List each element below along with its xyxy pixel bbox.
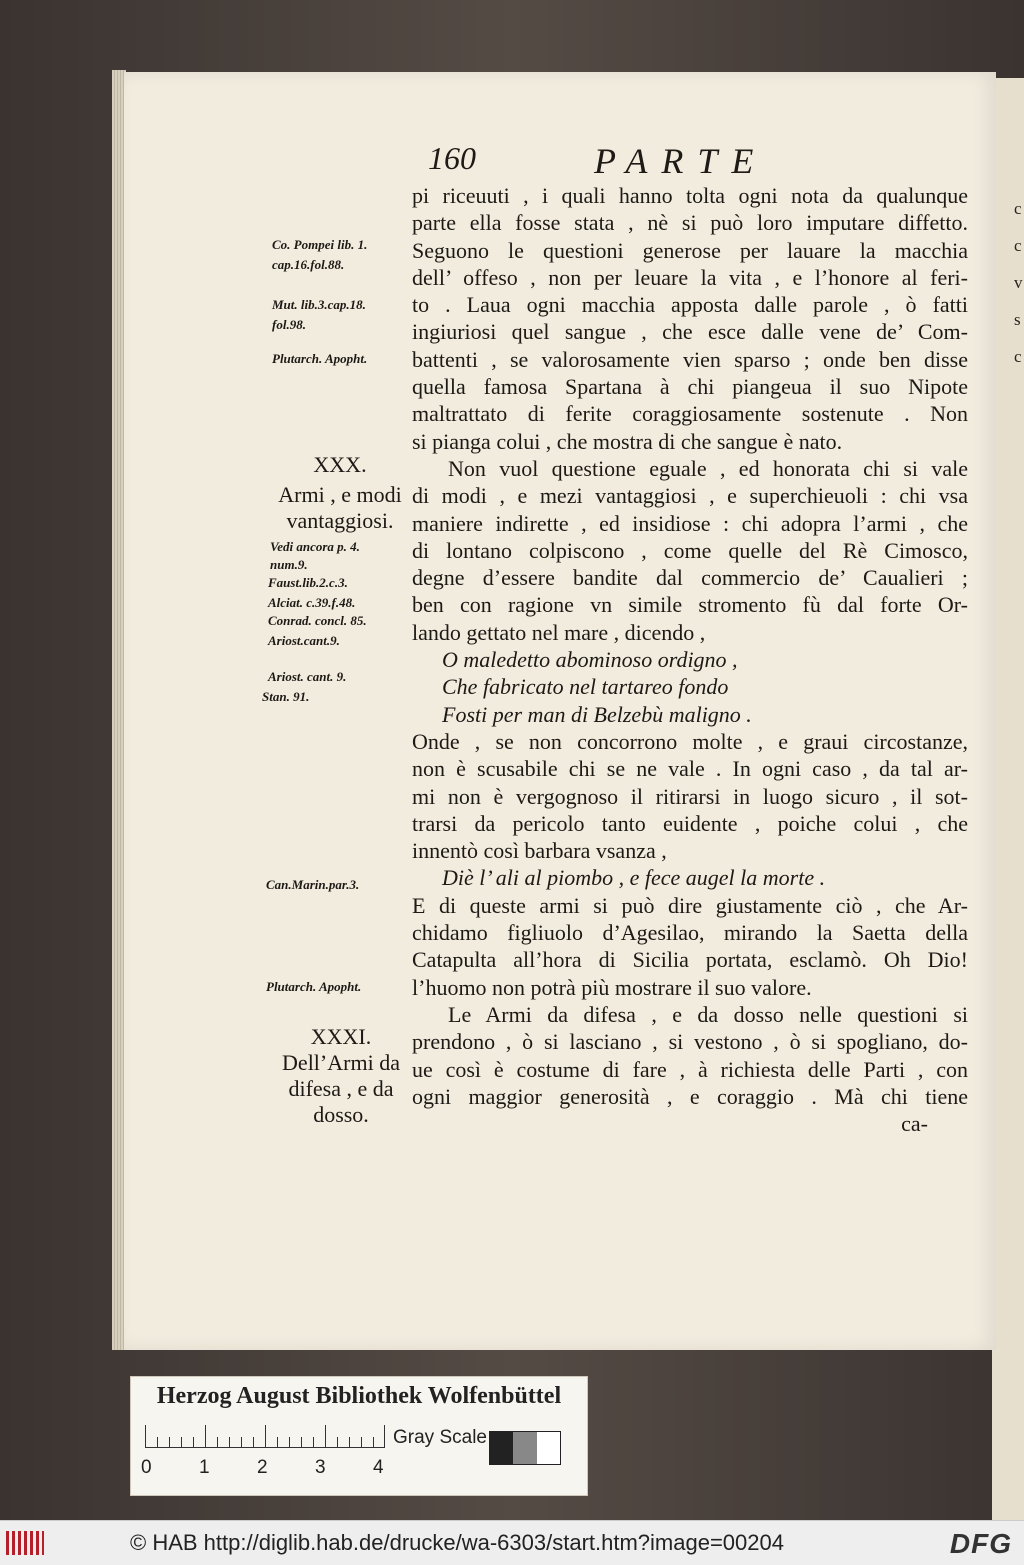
ruler-number: 1 <box>199 1457 210 1478</box>
margin-note: Vedi ancora p. 4. <box>270 539 360 554</box>
margin-note: Stan. 91. <box>262 689 310 704</box>
text-line: Seguono le questioni generose per lauare la macchia <box>412 237 968 263</box>
margin-note: Alciat. c.39.f.48. <box>268 595 356 610</box>
text-line: parte ella fosse stata , nè si può loro imputare diffetto. <box>412 210 968 236</box>
swatch-mid <box>513 1432 536 1464</box>
ruler-tick <box>145 1425 146 1447</box>
text-line: chidamo figliuolo d’Agesilao, mirando la Saetta della <box>412 920 968 946</box>
ruler-tick <box>301 1437 302 1447</box>
text-line: non è scusabile chi se ne vale . In ogni caso , da tal ar- <box>412 756 968 782</box>
body-text <box>412 182 968 1137</box>
catchword: ca- <box>901 1111 928 1137</box>
text-line: Non vuol questione eguale , ed honorata chi si vale <box>448 455 968 481</box>
text-line: l’huomo non potrà più mostrare il suo valore. <box>412 974 812 1000</box>
text-line: mi non è vergognoso il ritirarsi in luogo sicuro , il sot- <box>412 783 968 809</box>
text-line: maltrattato di ferite coraggiosamente sostenute . Non <box>412 401 968 427</box>
ruler-number: 0 <box>141 1457 152 1478</box>
hab-logo-icon <box>6 1531 44 1555</box>
section-heading: Armi , e modi <box>278 482 402 507</box>
ruler-tick <box>169 1437 170 1447</box>
margin-note: cap.16.fol.88. <box>272 257 345 272</box>
margin-note: Conrad. concl. 85. <box>268 613 367 628</box>
ruler-tick <box>241 1437 242 1447</box>
text-line: Le Armi da difesa , e da dosso nelle questioni si <box>448 1001 968 1027</box>
section-heading: dosso. <box>313 1102 369 1127</box>
ruler-number: 3 <box>315 1457 326 1478</box>
dfg-logo: DFG <box>949 1528 1012 1559</box>
text-line: di lontano colpiscono , come quelle del Rè Cimosco, <box>412 537 968 563</box>
ruler-tick <box>265 1425 266 1447</box>
margin-note: Co. Pompei lib. 1. <box>272 237 368 252</box>
text-line: quella famosa Spartana à chi piangeua il suo Nipote <box>412 374 968 400</box>
text-line: innentò così barbara vsanza , <box>412 838 667 864</box>
verse-line: Fosti per man di Belzebù maligno . <box>442 701 752 727</box>
margin-note: Plutarch. Apopht. <box>272 351 368 366</box>
ruler-tick <box>277 1437 278 1447</box>
verse-line: Diè l’ ali al piombo , e fece augel la morte . <box>442 865 826 891</box>
verse-line: Che fabricato nel tartareo fondo <box>442 674 729 700</box>
text-line: maniere indirette , ed insidiose : chi adopra l’armi , che <box>412 510 968 536</box>
ruler-number: 4 <box>373 1457 384 1478</box>
text-line: prendono , ò si lasciano , si vestono , ò si spogliano, do- <box>412 1029 968 1055</box>
ruler-tick <box>205 1425 206 1447</box>
ruler-tick <box>229 1437 230 1447</box>
section-heading: Dell’Armi da <box>282 1050 400 1075</box>
section-heading-number: XXX. <box>313 452 367 477</box>
ruler-tick <box>313 1437 314 1447</box>
margin-note: num.9. <box>270 557 308 572</box>
text-line: ue così è costume di fare , à richiesta delle Parti , con <box>412 1056 968 1082</box>
text-line: dell’ offeso , non per leuare la vita , e l’honore al feri- <box>412 264 968 290</box>
section-heading: vantaggiosi. <box>286 508 394 533</box>
text-line: trarsi da pericolo tanto euidente , poiche colui , che <box>412 810 968 836</box>
gray-scale-label: Gray Scale <box>393 1427 487 1448</box>
section-heading-number: XXXI. <box>310 1024 372 1049</box>
margin-note: Ariost. cant. 9. <box>268 669 347 684</box>
text-line: di modi , e mezi vantaggiosi , e superchieuoli : chi vsa <box>412 483 968 509</box>
text-line: Onde , se non concorrono molte , e graui circostanze, <box>412 728 968 754</box>
margin-note: Can.Marin.par.3. <box>266 877 360 892</box>
margin-note: Faust.lib.2.c.3. <box>268 575 348 590</box>
margin-note: fol.98. <box>272 317 306 332</box>
text-line: pi riceuuti , i quali hanno tolta ogni nota da qualunque <box>412 183 968 208</box>
ruler-tick <box>384 1425 385 1447</box>
text-line: degne d’essere bandite dal commercio de’ Caualieri ; <box>412 565 968 591</box>
verse-line: O maledetto abominoso ordigno , <box>442 647 738 673</box>
ruler-number: 2 <box>257 1457 268 1478</box>
text-line: ogni maggior generosità , e coraggio . Mà chi tiene <box>412 1083 968 1109</box>
footer-url[interactable]: © HAB http://diglib.hab.de/drucke/wa-6303/start.htm?image=00204 <box>130 1530 784 1555</box>
text-line: E di queste armi si può dire giustamente ciò , che Ar- <box>412 892 968 918</box>
margin-note: Mut. lib.3.cap.18. <box>272 297 366 312</box>
ruler-tick <box>181 1437 182 1447</box>
section-heading: difesa , e da <box>288 1076 394 1101</box>
ruler-tick <box>337 1437 338 1447</box>
ruler-tick <box>157 1437 158 1447</box>
ruler-tick <box>325 1425 326 1447</box>
swatch-light <box>537 1432 560 1464</box>
ruler-tick <box>193 1437 194 1447</box>
text-line: si pianga colui , che mostra di che sangue è nato. <box>412 428 843 454</box>
viewer-footer <box>0 1520 1024 1565</box>
ruler-scale <box>145 1419 385 1448</box>
library-scale-card <box>130 1376 588 1496</box>
ruler-tick <box>217 1437 218 1447</box>
text-line: lando gettato nel mare , dicendo , <box>412 619 706 645</box>
ruler-tick <box>361 1437 362 1447</box>
ruler-tick <box>373 1437 374 1447</box>
text-line: ben con ragione vn simile stromento fù dal forte Or- <box>412 592 968 618</box>
ruler-tick <box>253 1437 254 1447</box>
page-number: 160 <box>428 140 476 176</box>
margin-note: Plutarch. Apopht. <box>266 979 362 994</box>
page-header <box>428 140 968 180</box>
text-line: battenti , se valorosamente vien sparso ; onde ben disse <box>412 346 968 372</box>
ruler-tick <box>349 1437 350 1447</box>
running-title: PARTE <box>594 141 768 181</box>
facing-page-fragment: c c v s c <box>1014 199 1023 366</box>
margin-note: Ariost.cant.9. <box>268 633 340 648</box>
text-line: Catapulta all’hora di Sicilia portata, esclamò. Oh Dio! <box>412 947 968 973</box>
text-line: ingiuriosi quel sangue , che esce dalle vene de’ Com- <box>412 319 968 345</box>
text-line: to . Laua ogni macchia apposta dalle parole , ò fatti <box>412 292 968 318</box>
swatch-dark <box>490 1432 513 1464</box>
gray-scale-swatches <box>489 1431 561 1465</box>
library-name: Herzog August Bibliothek Wolfenbüttel <box>156 1383 562 1409</box>
ruler-tick <box>289 1437 290 1447</box>
